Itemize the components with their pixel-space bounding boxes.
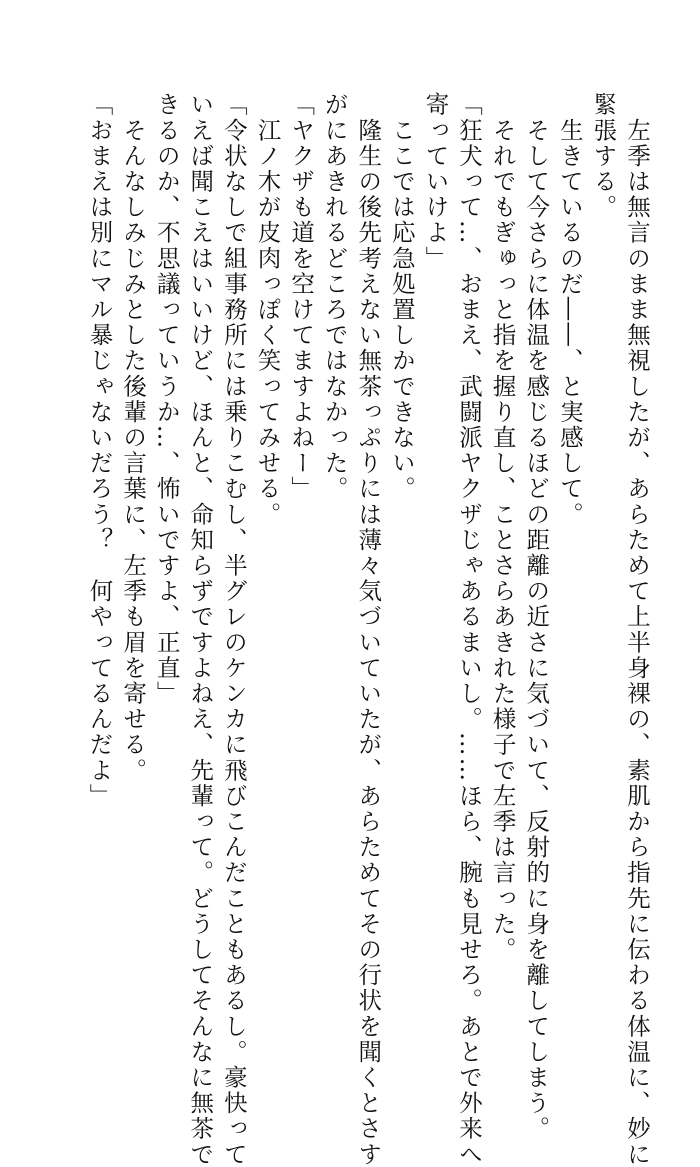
text-line: いえば聞こえはいいけど、ほんと、命知らずですよねえ、先輩って。どうしてそんなに無茶で (186, 92, 215, 1167)
text-line: がにあきれるどころではなかった。 (320, 92, 349, 502)
text-line: 緊張する。 (589, 92, 618, 220)
text-line: そんなしみじみとした後輩の言葉に、左季も眉を寄せる。 (119, 92, 148, 784)
text-line: きるのか、不思議っていうか…、怖いですよ、正直」 (152, 92, 181, 707)
text-line: そして今さらに体温を感じるほどの距離の近さに気づいて、反射的に身を離してしまう。 (522, 92, 551, 1142)
text-line: 生きているのだ――、と実感して。 (555, 92, 584, 528)
text-line: 江ノ木が皮肉っぽく笑ってみせる。 (253, 92, 282, 528)
text-line: 「令状なしで組事務所には乗りこむし、半グレのケンカに飛びこんだこともあるし。豪快って (219, 92, 248, 1167)
text-line: 「おまえは別にマル暴じゃないだろう？ 何やってるんだよ」 (85, 92, 114, 809)
text-line: 「狂犬って…、おまえ、武闘派ヤクザじゃあるまいし。……ほら、腕も見せろ。あとで外来へ (455, 92, 484, 1167)
text-line: ここでは応急処置しかできない。 (387, 92, 416, 502)
text-line: 寄っていけよ」 (421, 92, 450, 272)
text-line: 左季は無言のまま無視したが、あらためて上半身裸の、素肌から指先に伝わる体温に、妙に (623, 92, 651, 1167)
text-line: 隆生の後先考えない無茶っぷりには薄々気づいていたが、あらためてその行状を聞くとさす (354, 92, 383, 1167)
text-line: 「ヤクザも道を空けてますよねー」 (287, 92, 316, 502)
text-line: それでもぎゅっと指を握り直し、ことさらあきれた様子で左季は言った。 (488, 92, 517, 963)
vertical-text-body (79, 92, 651, 1167)
